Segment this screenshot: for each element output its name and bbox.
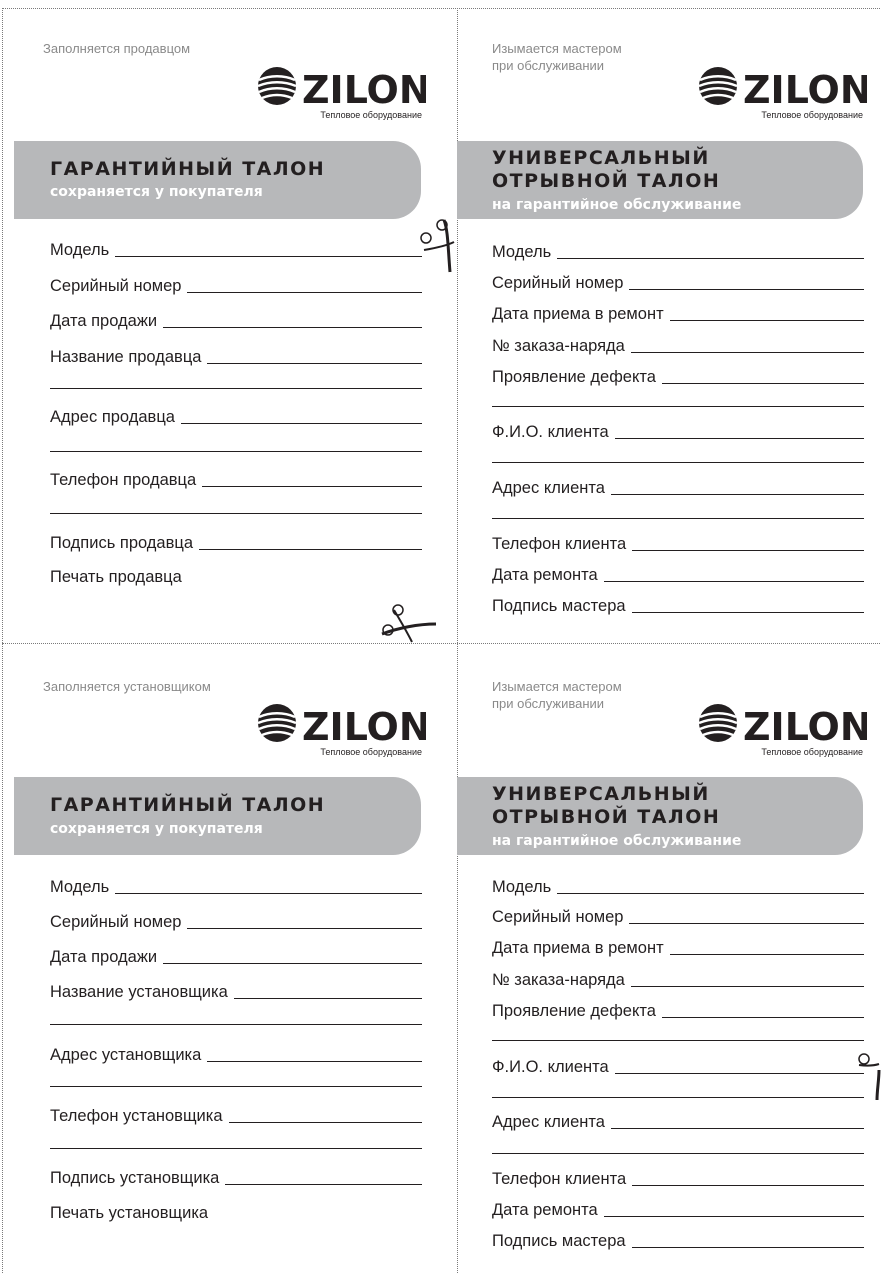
field-repair-intake-date[interactable]: Дата приема в ремонт: [492, 938, 864, 958]
field-client-phone[interactable]: Телефон клиента: [492, 534, 864, 554]
field-extra-line[interactable]: [50, 1148, 422, 1149]
field-sale-date[interactable]: Дата продажи: [50, 311, 422, 331]
svg-text:Тепловое оборудование: Тепловое оборудование: [320, 747, 422, 757]
field-model[interactable]: Модель: [50, 877, 422, 897]
field-model[interactable]: Модель: [492, 242, 864, 262]
card-note: Изымается мастером при обслуживании: [492, 679, 622, 711]
svg-text:ZILON: ZILON: [302, 705, 426, 749]
field-extra-line[interactable]: [492, 462, 864, 463]
field-client-name[interactable]: Ф.И.О. клиента: [492, 1057, 864, 1077]
svg-text:Тепловое оборудование: Тепловое оборудование: [320, 110, 422, 120]
swirl-icon: [258, 67, 296, 105]
field-extra-line[interactable]: [492, 1097, 864, 1098]
field-extra-line[interactable]: [492, 518, 864, 519]
field-extra-line[interactable]: [492, 406, 864, 407]
field-sale-date[interactable]: Дата продажи: [50, 947, 422, 967]
tear-off-card-bottom: [457, 643, 881, 1273]
swirl-icon: [699, 67, 737, 105]
tear-off-card-top: [457, 0, 881, 643]
scissors-icon: [418, 218, 458, 274]
field-order-number[interactable]: № заказа-наряда: [492, 336, 864, 356]
field-seller-phone[interactable]: Телефон продавца: [50, 470, 422, 490]
card-subtitle: сохраняется у покупателя: [50, 184, 263, 200]
zilon-logo: [697, 704, 867, 764]
warranty-card-seller: [0, 0, 457, 643]
field-client-address[interactable]: Адрес клиента: [492, 1112, 864, 1132]
warranty-card-installer: [0, 643, 457, 1273]
svg-text:ZILON: ZILON: [743, 68, 867, 112]
field-model[interactable]: Модель: [492, 877, 864, 897]
field-installer-name[interactable]: Название установщика: [50, 982, 422, 1002]
svg-text:Тепловое оборудование: Тепловое оборудование: [761, 747, 863, 757]
field-serial[interactable]: Серийный номер: [50, 912, 422, 932]
swirl-icon: [258, 704, 296, 742]
card-subtitle: сохраняется у покупателя: [50, 821, 263, 837]
field-extra-line[interactable]: [50, 1024, 422, 1025]
field-seller-signature[interactable]: Подпись продавца: [50, 533, 422, 553]
field-repair-date[interactable]: Дата ремонта: [492, 565, 864, 585]
field-seller-address[interactable]: Адрес продавца: [50, 407, 422, 427]
field-model[interactable]: Модель: [50, 240, 422, 260]
field-client-address[interactable]: Адрес клиента: [492, 478, 864, 498]
field-client-name[interactable]: Ф.И.О. клиента: [492, 422, 864, 442]
card-title: ГАРАНТИЙНЫЙ ТАЛОН: [50, 158, 326, 180]
field-serial[interactable]: Серийный номер: [50, 276, 422, 296]
swirl-icon: [699, 704, 737, 742]
installer-stamp-label: Печать установщика: [50, 1204, 209, 1222]
card-note: Заполняется установщиком: [43, 679, 211, 694]
seller-stamp-label: Печать продавца: [50, 568, 182, 586]
field-installer-address[interactable]: Адрес установщика: [50, 1045, 422, 1065]
field-extra-line[interactable]: [50, 388, 422, 389]
svg-text:ZILON: ZILON: [302, 68, 426, 112]
scissors-icon: [378, 604, 438, 644]
field-technician-signature[interactable]: Подпись мастера: [492, 1231, 864, 1251]
card-note: Заполняется продавцом: [43, 41, 191, 56]
field-defect[interactable]: Проявление дефекта: [492, 367, 864, 387]
card-note: Изымается мастером при обслуживании: [492, 41, 622, 73]
field-repair-intake-date[interactable]: Дата приема в ремонт: [492, 304, 864, 324]
field-installer-signature[interactable]: Подпись установщика: [50, 1168, 422, 1188]
field-extra-line[interactable]: [492, 1153, 864, 1154]
card-subtitle: на гарантийное обслуживание: [492, 197, 742, 213]
card-title: УНИВЕРСАЛЬНЫЙ ОТРЫВНОЙ ТАЛОН: [492, 783, 721, 828]
zilon-logo: [256, 67, 426, 127]
field-extra-line[interactable]: [50, 1086, 422, 1087]
field-technician-signature[interactable]: Подпись мастера: [492, 596, 864, 616]
field-extra-line[interactable]: [492, 1040, 864, 1041]
zilon-logo: [256, 704, 426, 764]
svg-text:ZILON: ZILON: [743, 705, 867, 749]
field-seller-name[interactable]: Название продавца: [50, 347, 422, 367]
zilon-logo: [697, 67, 867, 127]
field-repair-date[interactable]: Дата ремонта: [492, 1200, 864, 1220]
field-order-number[interactable]: № заказа-наряда: [492, 970, 864, 990]
card-subtitle: на гарантийное обслуживание: [492, 833, 742, 849]
card-title: ГАРАНТИЙНЫЙ ТАЛОН: [50, 794, 326, 816]
field-extra-line[interactable]: [50, 513, 422, 514]
field-defect[interactable]: Проявление дефекта: [492, 1001, 864, 1021]
field-serial[interactable]: Серийный номер: [492, 273, 864, 293]
field-serial[interactable]: Серийный номер: [492, 907, 864, 927]
field-installer-phone[interactable]: Телефон установщика: [50, 1106, 422, 1126]
field-client-phone[interactable]: Телефон клиента: [492, 1169, 864, 1189]
card-title: УНИВЕРСАЛЬНЫЙ ОТРЫВНОЙ ТАЛОН: [492, 147, 721, 192]
svg-text:Тепловое оборудование: Тепловое оборудование: [761, 110, 863, 120]
field-extra-line[interactable]: [50, 451, 422, 452]
